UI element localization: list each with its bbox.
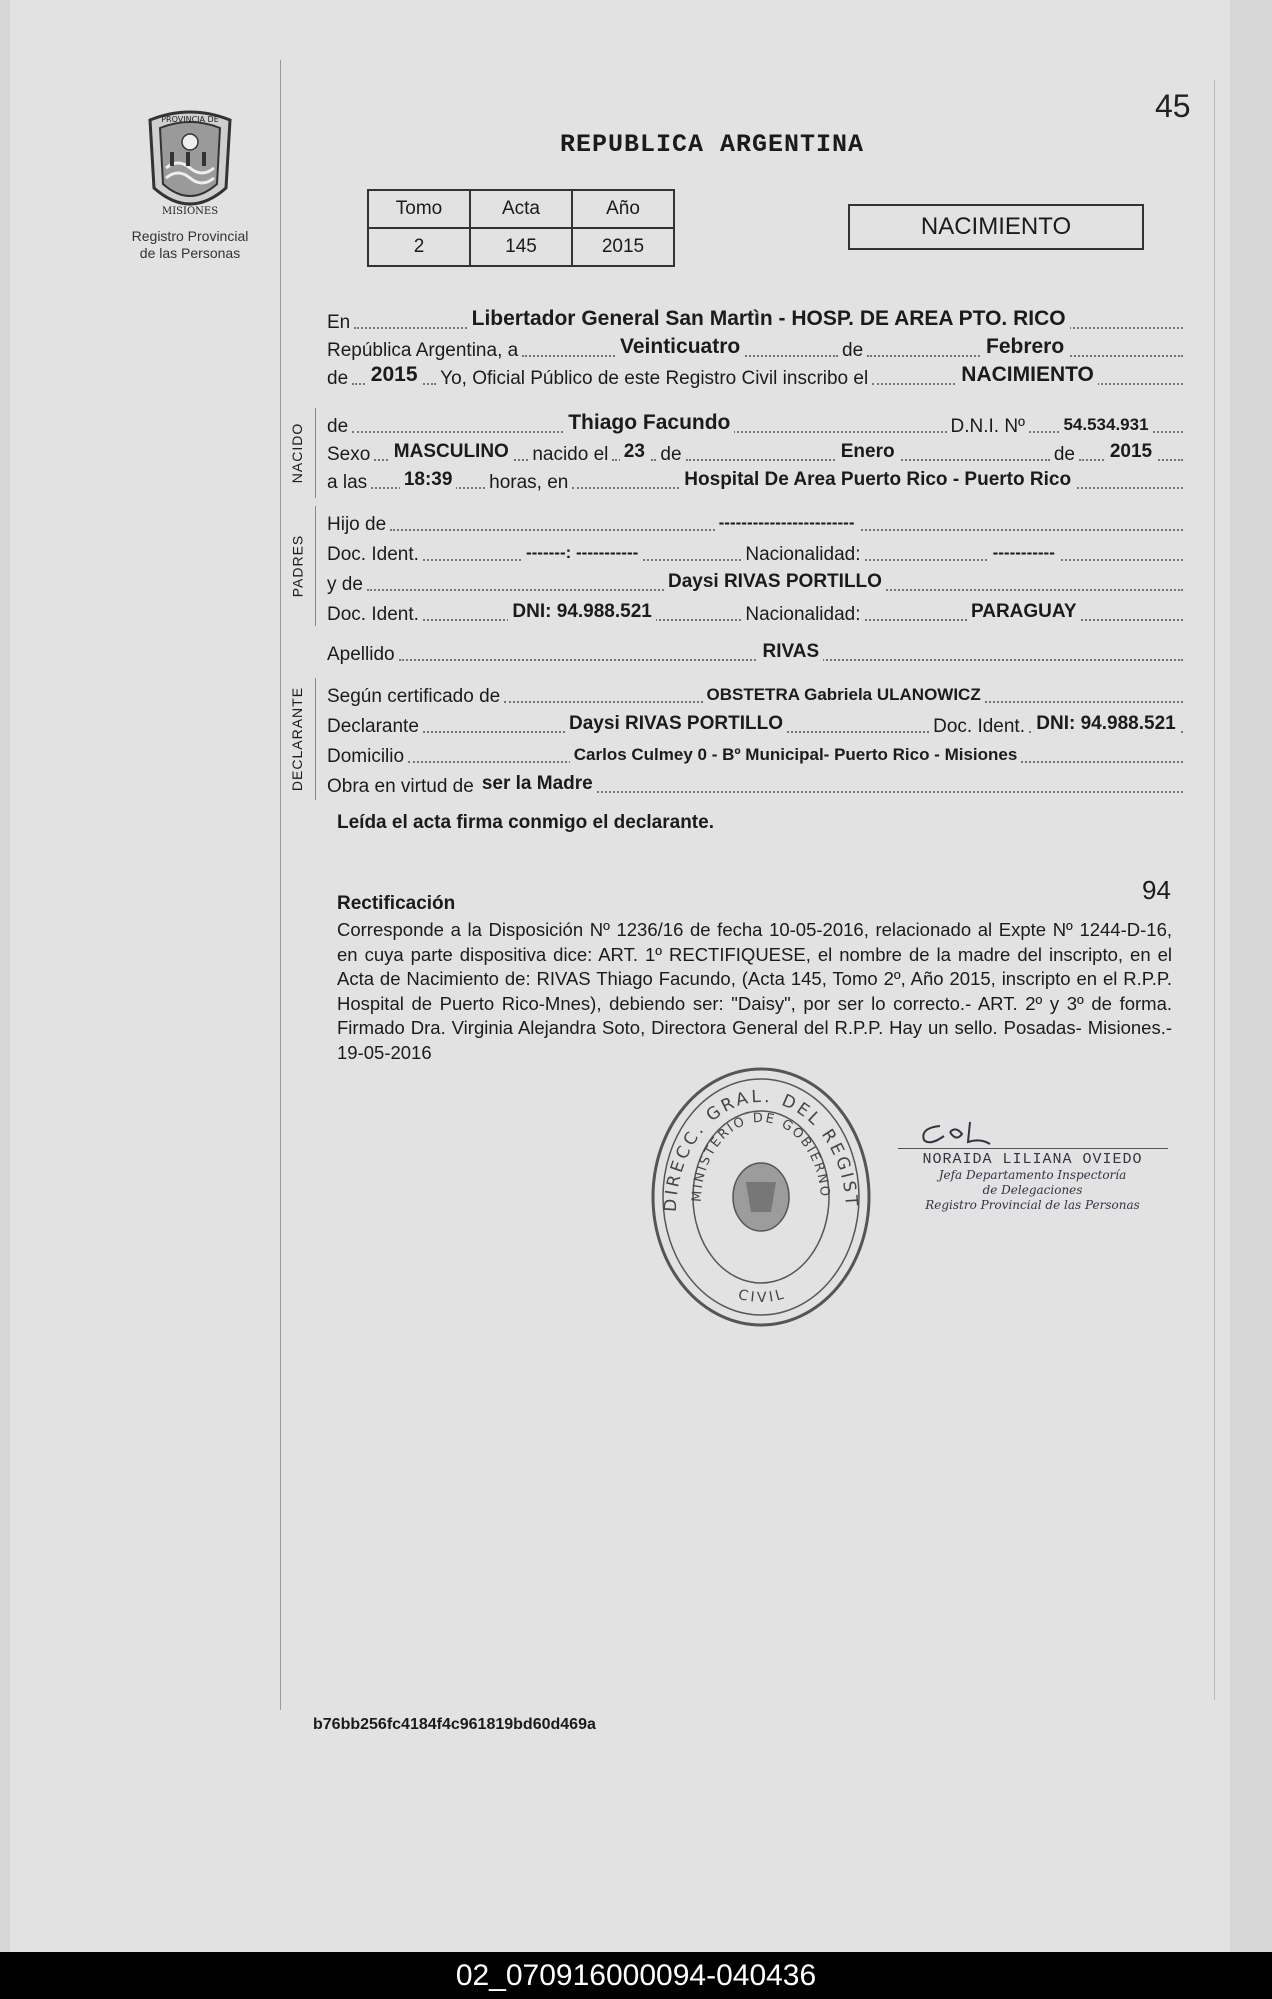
mother-doc: DNI: 94.988.521 (508, 601, 655, 623)
padres-label: PADRES (289, 534, 306, 598)
child-dni: 54.534.931 (1059, 415, 1152, 435)
acta-header: Acta (470, 190, 572, 228)
nacido-el-label: nacido el (532, 444, 609, 465)
nacido-section (282, 408, 312, 498)
mother-name: Daysi RIVAS PORTILLO (664, 571, 886, 593)
sexo-row (327, 438, 1187, 466)
tomo-header: Tomo (368, 190, 470, 228)
tomo-value: 2 (368, 228, 470, 266)
domicilio-row (327, 740, 1187, 768)
segun-label: Según certificado de (327, 686, 501, 707)
father-doc-row (327, 538, 1187, 566)
declarante-label: DECLARANTE (289, 686, 306, 792)
domicilio-label: Domicilio (327, 746, 405, 767)
seal-top-text: PROVINCIA DE (161, 115, 219, 124)
obra-value: ser la Madre (478, 773, 597, 795)
registry-table (367, 189, 675, 267)
oficial-row (327, 362, 1187, 390)
document-hash: b76bb256fc4184f4c961819bd60d469a (313, 1716, 596, 1733)
declarante-doc-label: Doc. Ident. (933, 716, 1025, 737)
nacido-name-row (327, 410, 1187, 438)
declarante-section (282, 678, 312, 800)
mother-nac-label: Nacionalidad: (745, 604, 861, 625)
horas-label: horas, en (489, 472, 569, 493)
document-title: REPUBLICA ARGENTINA (560, 130, 865, 159)
svg-text:CIVIL (737, 1286, 789, 1306)
father-name: ------------------------ (715, 513, 859, 533)
obra-row (327, 770, 1187, 798)
father-nationality: ----------- (989, 543, 1059, 563)
birth-month: Enero (837, 441, 899, 463)
child-name: Thiago Facundo (564, 411, 734, 435)
logo-caption-line2: de las Personas (139, 245, 241, 261)
oficial-label: Yo, Oficial Público de este Registro Civil inscribo el (440, 368, 869, 389)
birth-place: Hospital De Area Puerto Rico - Puerto Rico (680, 469, 1075, 491)
record-type-box: NACIMIENTO (848, 204, 1144, 250)
father-doc: -------: ----------- (522, 543, 642, 563)
nacido-label: NACIDO (289, 422, 306, 484)
signature-scribble-icon (910, 1118, 1030, 1148)
signer-title-3: Registro Provincial de las Personas (925, 1198, 1140, 1212)
inscribo-value: NACIMIENTO (957, 363, 1098, 387)
apellido-label: Apellido (327, 644, 395, 665)
hijo-row (327, 508, 1187, 536)
sexo-label: Sexo (327, 444, 371, 465)
en-row (327, 306, 1187, 334)
de-label: de (842, 340, 864, 361)
right-margin-line (1214, 80, 1215, 1700)
page-number: 45 (1155, 88, 1191, 124)
registration-month: Febrero (982, 335, 1068, 359)
mother-doc-row (327, 598, 1187, 626)
father-doc-label: Doc. Ident. (327, 544, 419, 565)
seal-bottom-text: MISIONES (161, 206, 219, 217)
declarante-name: Daysi RIVAS PORTILLO (565, 713, 787, 735)
father-nac-label: Nacionalidad: (745, 544, 861, 565)
date-row (327, 334, 1187, 362)
birth-de-label-2: de (1053, 444, 1075, 465)
closing-statement: Leída el acta firma conmigo el declarante. (337, 812, 714, 833)
stamp-outer-text: DIRECC. GRAL. DEL REGIST (660, 1086, 862, 1213)
provincial-seal-icon (140, 108, 240, 222)
nacido-de-label: de (327, 416, 349, 437)
birth-time: 18:39 (400, 469, 457, 491)
registration-day: Veinticuatro (616, 335, 744, 359)
stamp-bottom-text: CIVIL (736, 1286, 789, 1307)
scan-footer-id: 02_070916000094-040436 (0, 1952, 1272, 1999)
declarante-doc: DNI: 94.988.521 (1032, 713, 1179, 735)
mother-row (327, 568, 1187, 596)
rectification-body: Corresponde a la Disposición Nº 1236/16 de fecha 10-05-2016, relacionado al Expte Nº 1244-D-16, en cuya parte dispositiva dice: ART. 1º RECTIFIQUESE, el nombre de la madre del inscripto, en el Acta de Nacimiento de: RIVAS Thiago Facundo, (Acta 145, Tomo 2º, Año 2015, inscripto en el R.P.P. Hospital de Puerto Rico-Mnes), debiendo ser: "Daisy", por ser lo correcto.- ART. 2º y 3º de forma. Firmado Dra. Virginia Alejandra Soto, Directora General del R.P.P. Hay un sello. Posadas- Misiones.- 19-05-2016 (337, 919, 1172, 1063)
dni-label: D.N.I. Nº (950, 416, 1025, 437)
obra-label: Obra en virtud de (327, 776, 474, 797)
en-value: Libertador General San Martìn - HOSP. DE AREA PTO. RICO (468, 307, 1070, 331)
acta-value: 145 (470, 228, 572, 266)
en-label: En (327, 312, 351, 333)
hora-row (327, 466, 1187, 494)
birth-year: 2015 (1106, 441, 1156, 463)
anio-value: 2015 (572, 228, 674, 266)
signature-block (890, 1118, 1175, 1213)
mother-nationality: PARAGUAY (967, 601, 1081, 623)
stamp-inner-text: MINISTERIO DE GOBIERNO (689, 1110, 833, 1203)
republica-label: República Argentina, a (327, 340, 519, 361)
logo-caption-line1: Registro Provincial (131, 228, 249, 244)
rectification-number: 94 (1142, 875, 1171, 905)
domicilio-value: Carlos Culmey 0 - Bº Municipal- Puerto Rico - Misiones (570, 745, 1022, 765)
anio-header: Año (572, 190, 674, 228)
birth-day: 23 (620, 441, 649, 463)
registry-logo (120, 108, 260, 262)
rectification-heading: Rectificación (337, 893, 456, 914)
declarante-row (327, 710, 1187, 738)
y-de-label: y de (327, 574, 363, 595)
official-stamp (646, 1062, 876, 1337)
official-stamp-icon (646, 1062, 876, 1332)
signer-title-2: de Delegaciones (982, 1183, 1083, 1197)
registration-year: 2015 (367, 363, 422, 387)
de-label-2: de (327, 368, 349, 389)
left-margin-line (280, 60, 281, 1710)
apellido-row (327, 638, 1187, 666)
mother-doc-label: Doc. Ident. (327, 604, 419, 625)
signer-name: NORAIDA LILIANA OVIEDO (922, 1151, 1143, 1168)
segun-row (327, 680, 1187, 708)
padres-section (282, 506, 312, 626)
birth-de-label: de (660, 444, 682, 465)
signer-title-1: Jefa Departamento Inspectoría (938, 1168, 1127, 1182)
hijo-label: Hijo de (327, 514, 387, 535)
a-las-label: a las (327, 472, 368, 493)
certificate-issuer: OBSTETRA Gabriela ULANOWICZ (703, 685, 985, 705)
sexo-value: MASCULINO (390, 441, 513, 463)
declarante-field-label: Declarante (327, 716, 419, 737)
apellido-value: RIVAS (758, 641, 823, 663)
